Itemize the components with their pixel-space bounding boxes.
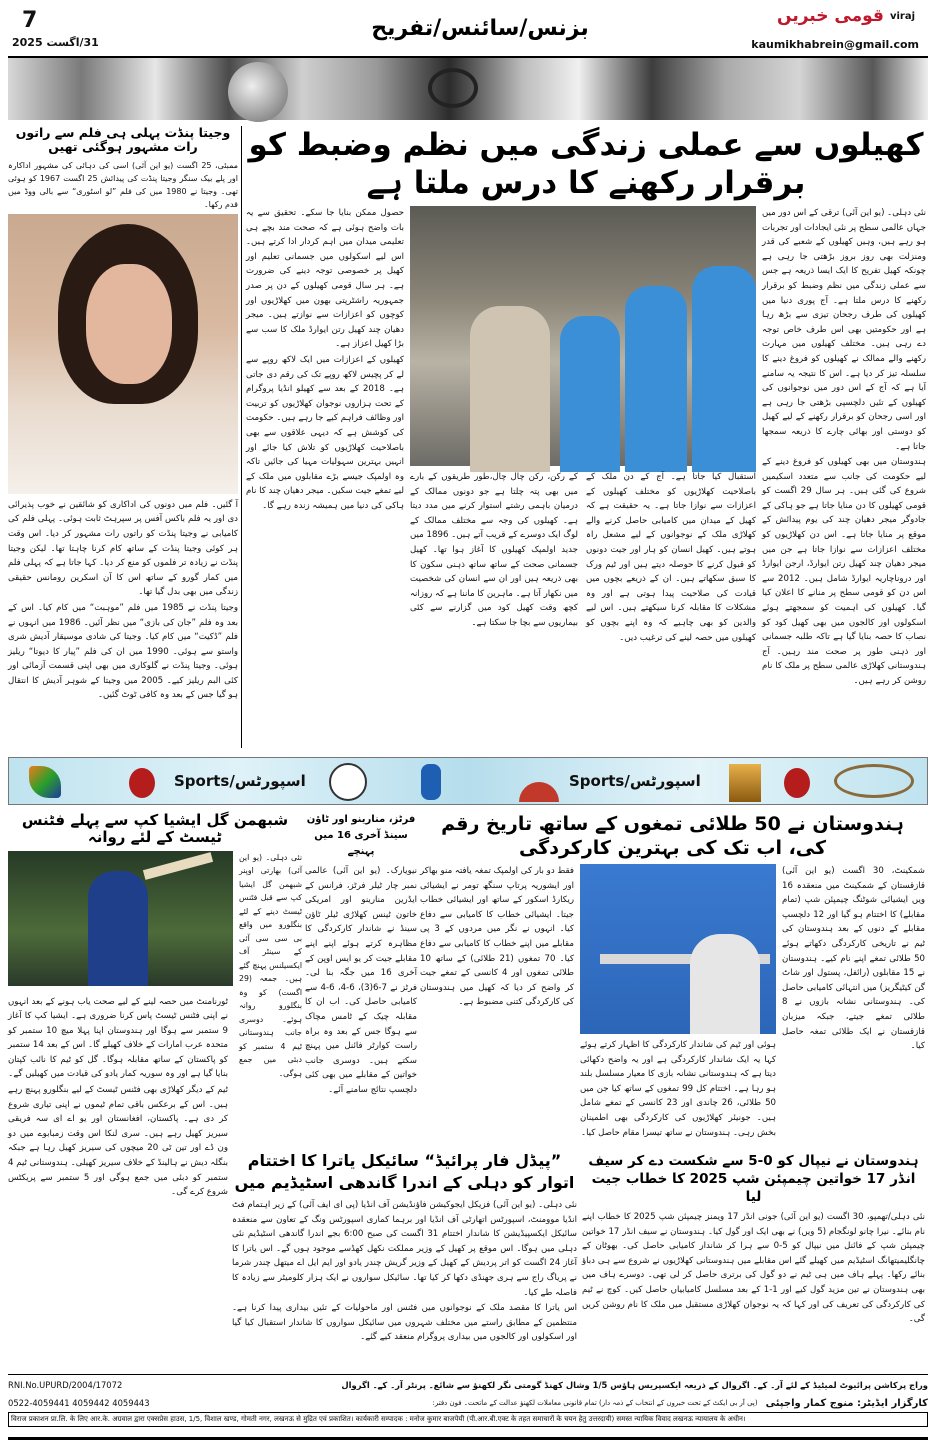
shooting-story: [420, 812, 925, 1147]
logo-text: قومی خبریں: [777, 6, 884, 26]
logo-mark: viraj: [889, 10, 915, 22]
paragraph: استقبال کیا جاتا ہے۔ آج کے دن ملک کے باصلاحیت کھلاڑیوں کو مختلف کھیلوں کے اعزازات سے نوازا جاتا ہے۔ یہ حقیقت ہے کہ کھیل کے میدان میں کامیابی حاصل کرنے والے کھلاڑی ملک کے نوجوانوں کے لیے مشعل راہ ہوتے ہیں۔ کھیل انسان کو ہار اور جیت دونوں کو قبول کرنے کا حوصلہ دیتے ہیں اور ٹیم ورک کا سبق سکھاتے ہیں۔ ان کے ذریعے بچوں میں قیادت کی صلاحیت پیدا ہوتی ہے اور وہ مشکلات کا مقابلہ کرنا سیکھتے ہیں۔ اس لیے والدین کو بھی چاہیے کہ وہ اپنے بچوں کو کھیلوں میں حصہ لینے کی ترغیب دیں۔: [586, 472, 756, 643]
footer-editor: کارگزار ایڈیٹر: منوج کمار واجپئی: [765, 1397, 928, 1409]
paragraph: نئی دہلی۔ (یو این آئی) بھارتی اوپنر شبھمن گل ایشیا کپ سے قبل فٹنس ٹیسٹ دینے کے لئے بنگلورو میں واقع بی سی سی آئی کے سینٹر آف ایکسیلنس پہنچ گئے ہیں۔ جمعہ (29 اگست) کو وہ بنگلورو روانہ ہوئے۔ دوسری جانب ہندوستانی ٹیم 4 ستمبر کو دبئی میں جمع ہوگی۔: [239, 852, 302, 1078]
paragraph: ٹیم کے دیگر کھلاڑی بھی فٹنس ٹیسٹ کے لیے بنگلورو پہنچ رہے ہیں۔ اس کے برعکس باقی تمام ٹیموں نے اپنی تیاری شروع کر دی ہے۔ پاکستان، افغانستان اور یو اے ای سہ فریقی سیریز کھیل رہے ہیں۔ سری لنکا اس وقت زمبابوے میں دو ون ڈے اور تین ٹی 20 میچوں کی سیریز کھیل رہا ہے جبکہ بنگلہ دیش نے ہالینڈ کے خلاف سیریز کھیلی۔ ہندوستانی ٹیم 4 ستمبر کو دبئی میں جمع ہوگی اور 5 ستمبر سے پریکٹس شروع کرے گی۔: [8, 1085, 228, 1198]
paragraph: فقط دو بار کی اولمپک تمغہ یافتہ منو بھاکر اور ایشوریہ پرتاپ سنگھ تومر نے ایشیائی ریکارڈ اسکور کے ساتھ اور ایشیائی خطاب جیتا۔ ایشیائی خطاب کا کامیابی سے دفاع کیا۔ انہوں نے نگر میں مردوں کے 3 پی مقابلے میں اپنے خطاب کا کامیابی سے دفاع کیا۔ 70 تمغوں (21 طلائی) کے ساتھ 10 طلائی تمغوں اور 4 کانسی کے تمغے جیت کر واضح کر دیا کہ کھیل میں ہندوستان کی کارکردگی کتنی مضبوط ہے۔: [420, 866, 574, 1008]
player-figure: [625, 286, 687, 472]
issue-date: 31/اگست 2025: [12, 36, 99, 49]
fritz-headline: فرٹز، منارینو اور ٹاؤن سینڈ آخری 16 میں پہنچے: [306, 814, 416, 857]
footer-hindi-line: विराज प्रकाशन प्रा.लि. के लिए आर.के. अग्रवाल द्वारा एक्सप्रेस हाउस, 1/5, विशाल खण्ड, गोमती नगर, लखनऊ से मुद्रित एवं प्रकाशित। कार्यकारी सम्पादक : मनोज कुमार बाजपेयी (पी.आर.बी.एक्ट के तहत समाचारों के चयन हेतु उत्तरदायी) समस्त न्यायिक विवाद लखनऊ न्यायालय के अधीन।: [8, 1412, 928, 1427]
gill-body-main: [8, 995, 228, 1373]
shooting-headline: ہندوستان نے 50 طلائی تمغوں کے ساتھ تاریخ رقم کی، اب تک کی بہترین کارکردگی: [441, 813, 904, 859]
paragraph: وجیتا پنڈت نے 1985 میں فلم ”موہبت“ میں کام کیا۔ اس کے بعد وہ فلم ”جان کی بازی“ میں نظر آئیں۔ 1986 میں انہوں نے فلم ”ڈکیت“ میں کام کیا۔ وجیتا کی شادی موسیقار آدیش شری واستو سے ہوئی۔ 1990 میں ان کی فلم ”پیار کا دیوتا“ ریلیز ہوئی۔ وجیتا پنڈت نے گلوکاری میں بھی اپنی قسمت آزمائی اور کئی البم ریلیز کیے۔ 2005 میں وجیتا کے شوہر آدیش کا انتقال ہو گیا جس کے بعد وہ کافی ٹوٹ گئیں۔: [8, 602, 238, 701]
shooting-col-left: [420, 864, 574, 1147]
paragraph: نئی دہلی۔ (یو این آئی) فزیکل ایجوکیشن فاؤنڈیشن آف انڈیا (پی ای ایف آئی) کے زیر اہتمام فٹ انڈیا موومنٹ، اسپورٹس اتھارٹی آف انڈیا اور برہما کماری اسپورٹس ونگ کے تعاون سے منعقدہ سائیکل ایکسپیڈیشن کا شاندار اختتام 31 اگست کی صبح 6:00 بجے اندرا گاندھی اسٹیڈیم نئی دہلی میں ہوگا۔ اس موقع پر کھیل کے وزیر مملکت نکھل کھڈسے موجود ہوں گے۔ اس یاترا کا آغاز 24 اگست کو اتر پردیش کے کھیل کے وزیر گریش چندر یادو اور ایم ایل اے میتھل چندر شرما نے پریاگ راج سے ہری جھنڈی دکھا کر کیا تھا۔ سائیکل سواروں نے ایک ہزار کلومیٹر سے زیادہ کا فاصلہ طے کیا۔: [232, 1200, 577, 1298]
cricket-ball-icon: [129, 768, 155, 798]
paragraph: ہوئی اور ٹیم کی شاندار کارکردگی کا اظہار کرتے ہوئے کہا یہ ایک شاندار کارکردگی ہے اور یہ واضح دکھائی دیتا ہے کہ ہندوستانی نشانہ بازی کا معیار مسلسل بلند ہو رہا ہے۔ اختتام کل 99 تمغوں کے ساتھ کیا جن میں 50 طلائی، 26 چاندی اور 23 کانسی کے تمغے شامل ہیں۔ جونیئر کھلاڑیوں کی کارکردگی بھی اطمینان بخش رہی۔ ہندوستان نے ساتھ تیسرا مقام حاصل کیا۔: [580, 1040, 777, 1138]
padel-story: [232, 1150, 577, 1372]
nepal-story: [582, 1152, 925, 1372]
paragraph: نئی دہلی/تھمپو، 30 اگست (یو این آئی) جونی انڈر 17 ویمنز چیمپئن شپ 2025 کا خطاب اپنے نام بنائے۔ نیرا چانو لونگجام (5 ویں) نے بھی ایک اور گول کیا۔ ہندوستان نے سیف انڈر 17 خواتین چیمپئن شپ کے فائنل میں نیپال کو 5-0 سے ہرا کر شاندار کامیابی حاصل کی۔ بھوٹان کے چانگلیمیتھانگ اسٹیڈیم میں کھیلے گئے اس مقابلے میں ہندوستانی کھلاڑیوں نے شروع سے ہی دباؤ بنائے رکھا۔ پہلے ہاف میں ہی ٹیم نے دو گول کی برتری حاصل کر لی تھی۔ دوسرے ہاف میں بھی ہندوستان نے تین مزید گول کیے اور 1-1 کے بعد مسلسل کامیابیاں حاصل کیں۔ کوچ نے ٹیم کی کارکردگی کی تعریف کی اور کہا کہ یہ نوجوان کھلاڑی مستقبل میں ملک کا نام روشن کریں گی۔: [582, 1212, 925, 1325]
masthead: [0, 0, 935, 56]
main-col-left: [246, 206, 404, 748]
main-col-mid-right: [586, 470, 756, 748]
shooting-mid: [580, 864, 776, 1147]
vidya-body: [8, 498, 238, 748]
padel-headline: ”پیڈل فار پرائیڈ“ سائیکل یاترا کا اختتام اتوار کو دہلی کے اندرا گاندھی اسٹیڈیم میں: [234, 1151, 575, 1192]
column-divider: [241, 126, 242, 748]
cricket-bat-icon: [143, 852, 213, 880]
trophy-icon: [729, 764, 761, 802]
paragraph: کھیلوں کے اعزازات میں ایک لاکھ روپے سے لے کر پچیس لاکھ روپے تک کی رقم دی جاتی ہے۔ 2018 کے بعد سے کھیلو انڈیا پروگرام کے تحت ہزاروں نوجوان کھلاڑیوں کو تربیت اور وظائف فراہم کیے جا رہے ہیں۔ حکومت کی کوشش ہے کہ دیہی علاقوں سے بھی باصلاحیت کھلاڑیوں کو تلاش کیا جائے اور انہیں بہترین سہولیات مہیا کی جائیں تاکہ وہ اولمپک جیسے بڑے مقابلوں میں ملک کے لیے تمغے جیت سکیں۔ میجر دھیان چند کا نام ہاکی کی دنیا میں ہمیشہ زندہ رہے گا۔: [246, 354, 404, 511]
gill-body-side: [239, 851, 302, 1078]
player-figure: [692, 266, 756, 472]
tennis-rackets-icon: [834, 764, 914, 798]
nepal-body: [582, 1210, 925, 1372]
paragraph: ہندوستان میں بھی کھیلوں کو فروغ دینے کے لیے حکومت کی جانب سے متعدد اسکیمیں شروع کی گئی ہیں۔ ہر سال 29 اگست کو قومی کھیلوں کا دن منایا جاتا ہے جو ہاکی کے جادوگر میجر دھیان چند کی یوم پیدائش کے موقع پر منایا جاتا ہے۔ اس دن کھلاڑیوں کو مختلف اعزازات سے نوازا جاتا ہے جن میں میجر دھیان چند کھیل رتن ایوارڈ، ارجن ایوارڈ اور دروناچاریہ ایوارڈ شامل ہیں۔ 2012 سے اس دن کو قومی سطح پر منانے کا اعلان کیا گیا۔ کھیلوں کی اہمیت کو سمجھتے ہوئے اسکولوں اور کالجوں میں بھی کھیل کود کو نصاب کا حصہ بنایا گیا ہے تاکہ طلبہ جسمانی اور ذہنی طور پر صحت مند رہیں۔ آج ہندوستانی کھلاڑی عالمی سطح پر ملک کا نام روشن کر رہے ہیں۔: [762, 457, 926, 686]
paragraph: حصول ممکن بنایا جا سکے۔ تحقیق سے یہ بات واضح ہوئی ہے کہ صحت مند بچے ہی تعلیمی میدان میں اہم کردار ادا کرتے ہیں۔ اس لیے اسکولوں میں جسمانی تعلیم اور کھیل پر خصوصی توجہ دینے کی ضرورت ہے۔ ہر سال قومی کھیلوں کے دن پر صدر جمہوریہ راشٹرپتی بھون میں کھلاڑیوں اور کوچوں کو اعزازات سے نوازتے ہیں۔ میجر دھیان چند کھیل رتن ایوارڈ ملک کا سب سے بڑا کھیل اعزاز ہے۔: [246, 208, 404, 350]
globe-icon: [228, 62, 288, 122]
sports-banner: [8, 757, 928, 805]
sports-label-1: Sports/اسپورٹس: [174, 772, 306, 790]
main-story: [246, 126, 926, 748]
contact-email[interactable]: kaumikhabrein@gmail.com: [751, 38, 919, 51]
section-title: بزنس/سائنس/تفریح: [371, 16, 589, 41]
shooting-col-right: [782, 864, 925, 1147]
paragraph: آ گئیں۔ فلم میں دونوں کی اداکاری کو شائقین نے خوب پذیرائی دی اور یہ فلم باکس آفس پر سپرہٹ ثابت ہوئی۔ پہلی فلم کی کامیابی نے وجیتا پنڈت کو راتوں رات مشہور کر دیا۔ اس وقت ہر کوئی وجیتا پنڈت کے ساتھ کام کرنا چاہتا تھا۔ لیکن وجیتا پنڈت نے زیادہ تر فلموں کو منع کر دیا۔ کہا جاتا ہے کہ پہلی فلم میں کمار گورو کے ساتھ اس کا آن اسکرین رومانس حقیقی زندگی میں بھی بدل گیا تھا۔: [8, 499, 238, 598]
football-icon: [329, 763, 367, 801]
paragraph: نئی دہلی۔ (یو این آئی) ترقی کے اس دور میں جہاں عالمی سطح پر نئی ایجادات اور تجربات ہو رہے ہیں، وہیں کھیلوں کے شعبے کی قدر ومنزلت بھی روز بروز بڑھتی جا رہی ہے چونکہ کھیل تفریح کا ایک ایسا ذریعہ ہے جس سے عملی زندگی میں نظم وضبط کو برقرار رکھنے کا درس ملتا ہے۔ آج پوری دنیا میں کھیلوں کی طرف رجحان تیزی سے بڑھ رہا ہے اور حکومتیں بھی اس طرف خاص توجہ دے رہی ہیں۔ مختلف کھیلوں میں مہارت رکھنے والے ممالک نے کھیلوں کو فروغ دینے کا سلسلہ تیز کر دیا ہے۔ اس کا نتیجہ یہ سامنے آیا ہے کہ آج کے اس دور میں نوجوانوں کی کھیلوں کے تئیں دلچسپی بڑھتی جا رہی ہے اور اسی رجحان کو برقرار رکھنے کے لیے کھیل کو دوستی اور بھائی چارے کا ذریعہ سمجھا جاتا ہے۔: [762, 208, 926, 452]
page-number: 7: [22, 8, 38, 33]
main-col-mid-left: [410, 470, 578, 748]
shooting-columns: [420, 864, 925, 1147]
nepal-headline: ہندوستان نے نیپال کو 0-5 سے شکست دے کر سیف انڈر 17 خواتین چیمپئن شپ 2025 کا خطاب جیت لیا: [588, 1153, 919, 1205]
header-collage-image: [8, 58, 928, 120]
cricket-batsman-icon: [421, 764, 441, 800]
stethoscope-icon: [428, 68, 478, 108]
fritz-body: [305, 864, 417, 1147]
vidya-intro: ممبئی، 25 اگست (یو این آئی) اسی کی دہائی کی مشہور اداکارہ اور پلے بیک سنگر وجیتا پنڈت کی پیدائش 25 اگست 1967 کو ہوئی تھی۔ وجیتا نے 1980 میں کی فلم ”لو اسٹوری“ سے بالی ووڈ میں قدم رکھا۔: [8, 160, 239, 209]
main-headline: کھیلوں سے عملی زندگی میں نظم وضبط کو برقرار رکھنے کا درس ملتا ہے: [248, 127, 924, 201]
shooter-photo: [580, 864, 776, 1034]
gill-headline: شبھمن گل ایشیا کپ سے پہلے فٹنس ٹیسٹ کے لئے روانہ: [21, 811, 289, 847]
paragraph: اس یاترا کا مقصد ملک کے نوجوانوں میں فٹنس اور ماحولیات کے تئیں بیداری پیدا کرنا ہے۔ منتظمین کے مطابق راستے میں مختلف شہروں میں سائیکل سواروں کا شاندار استقبال کیا گیا اور اسکولوں اور کالجوں میں بیداری پروگرام منعقد کیے گئے۔: [232, 1303, 577, 1343]
shooter-figure: [690, 934, 760, 1034]
paragraph: ٹورنامنٹ میں حصہ لینے کے لیے صحت یاب ہونے کے بعد انہوں نے اپنی فٹنس ٹیسٹ پاس کرنا ضروری ہے۔ ایشیا کپ کا آغاز 9 ستمبر سے ہوگا اور ہندوستان اپنا پہلا میچ 10 ستمبر کو متحدہ عرب امارات کے خلاف کھیلے گا۔ اس کے بعد 14 ستمبر کو پاکستان کے ساتھ مقابلہ ہوگا۔ گل کو ٹیم کا نائب کپتان بنایا گیا ہے اور وہ سوریہ کمار یادو کی قیادت میں کھیلیں گے۔: [8, 996, 229, 1080]
footer-divider: [8, 1374, 928, 1375]
footer: [8, 1376, 928, 1434]
paragraph: کے رکن، رکن چال چال،طور طریقوں کے بارے میں بھی پتہ چلتا ہے جو دونوں ممالک کے درمیان باہمی رشتے استوار کرنے میں مدد دیتا ہے۔ کھیلوں کی وجہ سے مختلف ممالک کے لوگ ایک دوسرے کے قریب آتے ہیں۔ 1896 میں جدید اولمپک کھیلوں کا آغاز ہوا تھا۔ کھیل جسمانی صحت کے ساتھ ساتھ ذہنی سکون کا بھی ذریعہ ہیں اور ان سے انسان کی شخصیت میں نکھار آتا ہے۔ ماہرین کا ماننا ہے کہ روزانہ کچھ وقت کھیل کود میں گزارنے سے کئی بیماریوں سے بچا جا سکتا ہے۔: [410, 472, 578, 628]
footer-phones: 0522-4059441 4059442 4059443: [8, 1398, 150, 1408]
footer-publisher-line: وراج پرکاشن پرائیوٹ لمیٹیڈ کے لئے آر۔ کے۔ اگروال کے ذریعہ ایکسپریس ہاؤس 1/5 وشال کھنڈ گومتی نگر لکھنؤ سے شائع۔ پرنٹر آر۔ کے۔ اگروال: [341, 1380, 928, 1390]
player-figure: [560, 316, 620, 472]
fritz-story: [305, 812, 417, 1147]
padel-body: [232, 1198, 577, 1372]
main-story-columns: [246, 206, 926, 748]
logo: [777, 6, 915, 26]
shooting-col-mid: [580, 1038, 776, 1147]
paragraph: شمکینٹ، 30 اگست (یو این آئی) قازقستان کے شمکینٹ میں منعقدہ 16 ویں ایشیائی شوٹنگ چیمپئن شپ (تمام مقابلے) کا اختتام ہو گیا اور 12 دلچسپ مقابلے کے دنوں کے بعد ہندوستان کی ٹیم نے تاریخی کارکردگی دکھاتے ہوئے 50 طلائی تمغے اپنے نام کیے۔ ہندوستان نے 15 مقابلوں (رائفل، پستول اور شاٹ گن کیٹیگریز) میں انتہائی کامیابی حاصل کی۔ ہندوستانی نشانہ بازوں نے 8 طلائی تمغے جیتے، جبکہ میزبان قازقستان نے ایک طلائی تمغہ حاصل کیا۔: [782, 866, 925, 1052]
shubman-gill-photo: [8, 851, 233, 986]
player-figure: [88, 871, 148, 986]
face-shape: [86, 264, 172, 384]
main-col-right: [762, 206, 926, 748]
cricket-ball-icon: [784, 768, 810, 798]
sports-label-2: Sports/اسپورٹس: [569, 772, 701, 790]
main-story-photo: [410, 206, 756, 466]
cricket-helmet-icon: [519, 782, 559, 802]
paragraph: نیویارک۔ (یو این آئی) عالمی نمبر چار ٹیلر فرٹز، فرانس کے ایڈرین منارینو اور امریکی خاتون ٹینس کھلاڑی ٹیلر ٹاؤن سینڈ نے شاندار کارکردگی کا مظاہرہ کرتے ہوئے اپنے اپنے مقابلے جیت کر یو ایس اوپن کے آخری 16 میں جگہ بنا لی۔ فرٹز نے 7-6(3)، 6-4، 6-4 سے کامیابی حاصل کی۔ اب ان کا مقابلہ چیک کے ٹامس مچاک سے ہوگا جس کے بعد وہ براہ راست کوارٹر فائنل میں پہنچ سکتے ہیں۔ دوسری جانب خواتین کے مقابلے میں بھی کئی دلچسپ نتائج سامنے آئے۔: [305, 866, 417, 1095]
bottom-rule: [8, 1437, 928, 1440]
official-figure: [470, 306, 550, 472]
vidya-story: [8, 126, 238, 748]
vidya-headline: وجیتا پنڈت پہلی ہی فلم سے راتوں رات مشہور ہوگئی تھیں: [15, 125, 231, 155]
footer-rni: RNI.No.UPURD/2004/17072: [8, 1380, 123, 1390]
vidya-pandit-photo: [8, 214, 238, 494]
footer-legal: (پی آر بی ایکٹ کے تحت خبروں کے انتخاب کے ذمہ دار) تمام قانونی معاملات لکھنؤ عدالت کے ماتحت۔ فون دفتر:: [432, 1399, 758, 1407]
shuttlecock-icon: [29, 766, 61, 798]
